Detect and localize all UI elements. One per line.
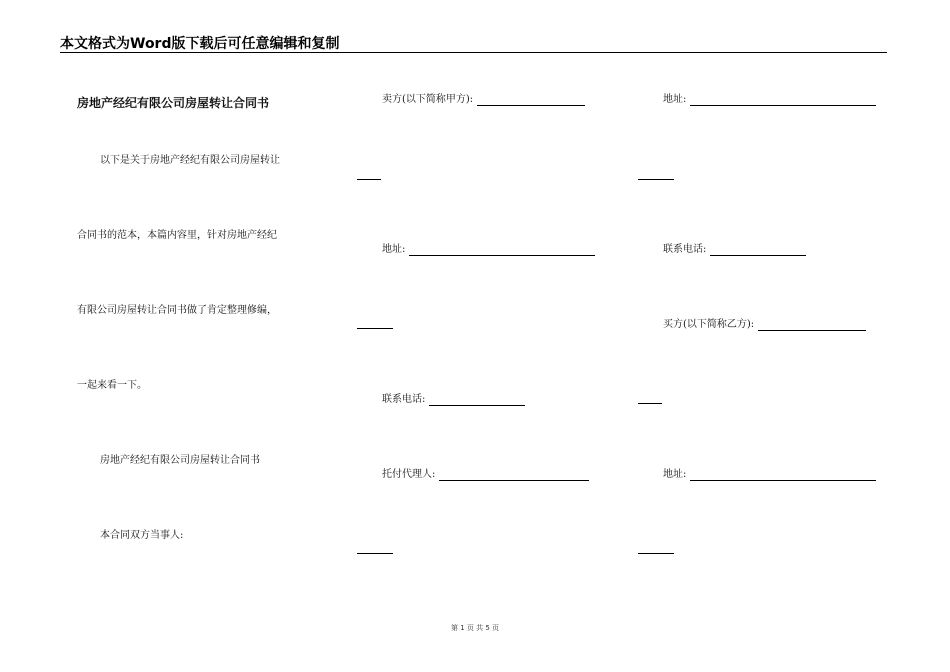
- seller-blank: [477, 95, 585, 106]
- seller-address-blank: [409, 245, 595, 256]
- agent-blank-continued: [357, 553, 393, 554]
- seller-address-field: [382, 244, 595, 256]
- col3-address-field: [663, 94, 876, 106]
- buyer-blank: [758, 320, 866, 331]
- col3-phone-field: [663, 244, 806, 256]
- buyer-address-field: [663, 469, 876, 481]
- buyer-field: [663, 319, 866, 331]
- col3-address-label: 地址:: [663, 94, 687, 105]
- buyer-blank-continued: [638, 403, 662, 404]
- agent-field: [382, 469, 589, 481]
- seller-phone-field: [382, 394, 525, 406]
- contract-subtitle: 房地产经纪有限公司房屋转让合同书: [100, 455, 260, 466]
- intro-line-2: 合同书的范本，本篇内容里，针对房地产经纪: [77, 230, 277, 241]
- header-rule: [60, 52, 887, 53]
- col3-address-blank-continued: [638, 179, 674, 180]
- parties-label: 本合同双方当事人:: [100, 530, 184, 541]
- seller-phone-label: 联系电话:: [382, 394, 426, 405]
- seller-address-label: 地址:: [382, 244, 406, 255]
- buyer-address-blank-continued: [638, 553, 674, 554]
- col3-phone-blank: [710, 245, 806, 256]
- seller-blank-continued: [357, 179, 381, 180]
- page-number: 第 1 页 共 5 页: [450, 624, 500, 632]
- seller-label: 卖方(以下简称甲方):: [382, 94, 474, 105]
- agent-label: 托付代理人:: [382, 469, 436, 480]
- seller-phone-blank: [429, 395, 525, 406]
- col3-address-blank: [690, 95, 876, 106]
- buyer-label: 买方(以下简称乙方):: [663, 319, 755, 330]
- buyer-address-blank: [690, 470, 876, 481]
- agent-blank: [439, 470, 589, 481]
- document-title: 房地产经纪有限公司房屋转让合同书: [77, 96, 270, 110]
- col3-phone-label: 联系电话:: [663, 244, 707, 255]
- intro-line-3: 有限公司房屋转让合同书做了肯定整理修编，: [77, 305, 277, 316]
- intro-line-4: 一起来看一下。: [77, 380, 147, 391]
- buyer-address-label: 地址:: [663, 469, 687, 480]
- seller-address-blank-continued: [357, 328, 393, 329]
- seller-field: [382, 94, 585, 106]
- intro-line-1: 以下是关于房地产经纪有限公司房屋转让: [100, 155, 280, 166]
- document-header: 本文格式为Word版下载后可任意编辑和复制: [60, 36, 340, 52]
